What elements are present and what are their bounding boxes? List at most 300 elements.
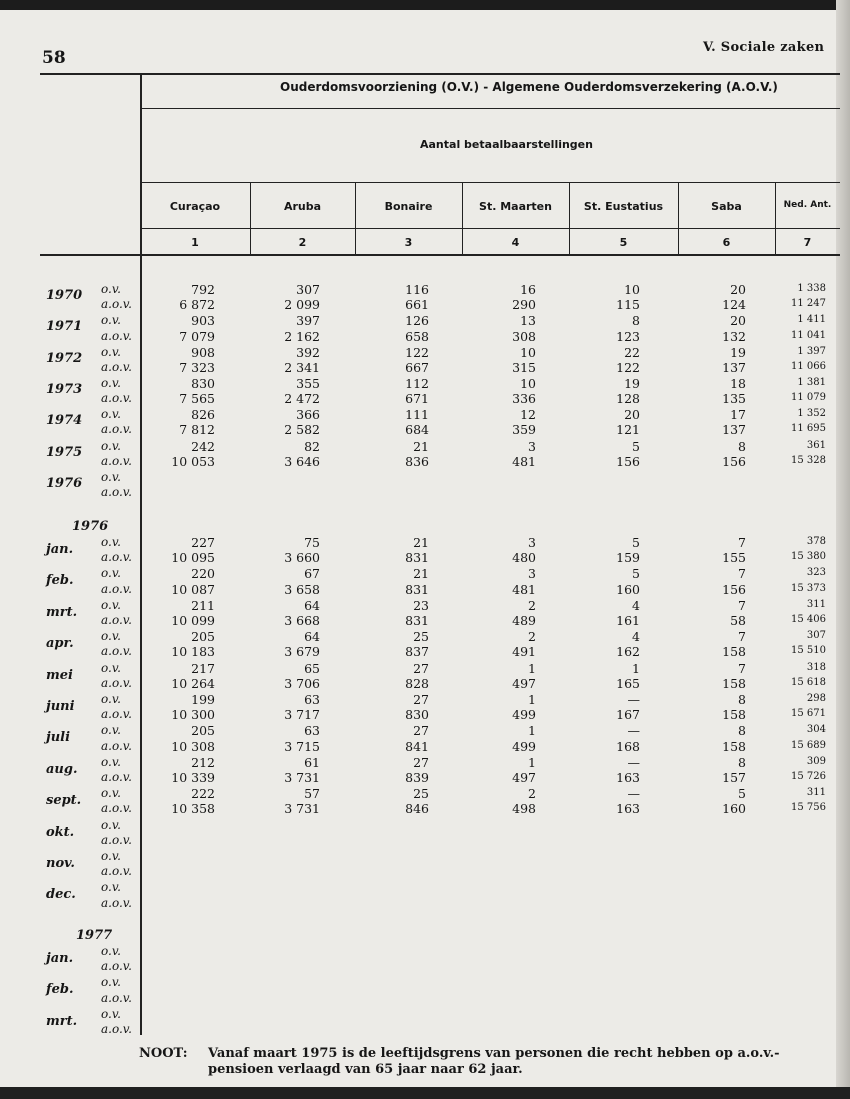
section-year-label: 1976: [72, 519, 109, 534]
table-cell: 830: [191, 375, 215, 391]
table-cell: 10 183: [171, 644, 215, 660]
table-cell: 2: [528, 629, 536, 645]
table-cell: 846: [405, 801, 429, 817]
table-cell: 165: [616, 675, 640, 691]
table-cell: 156: [722, 453, 746, 469]
row-type-aov: a.o.v.: [101, 895, 132, 910]
header-rule-2: [140, 182, 840, 183]
row-label-year: 1972: [46, 350, 83, 366]
table-cell: 11 695: [791, 423, 826, 435]
row-type-aov: a.o.v.: [101, 550, 132, 565]
row-type-aov: a.o.v.: [101, 832, 132, 847]
table-cell: 4: [632, 597, 640, 613]
table-cell: 366: [296, 407, 320, 423]
table-cell: 839: [405, 770, 429, 786]
table-cell: 10 053: [171, 453, 215, 469]
table-cell: 15 726: [791, 771, 826, 783]
row-type-ov: o.v.: [101, 313, 121, 328]
table-cell: 82: [304, 438, 320, 454]
table-cell: 7: [738, 660, 746, 676]
column-header-number: 1: [191, 236, 199, 249]
table-cell: 361: [806, 439, 826, 451]
table-cell: 17: [730, 407, 746, 423]
header-rule-3: [140, 228, 840, 229]
row-type-ov: o.v.: [101, 944, 121, 958]
table-cell: 7: [738, 535, 746, 550]
table-cell: 122: [616, 359, 640, 375]
row-label-year: 1976: [46, 475, 83, 491]
table-cell: 116: [405, 282, 429, 297]
table-cell: 112: [405, 375, 429, 391]
column-header-number: 5: [619, 236, 628, 249]
table-title: Ouderdomsvoorziening (O.V.) - Algemene Ouderdomsverzekering (A.O.V.): [280, 80, 778, 94]
row-type-ov: o.v.: [101, 723, 121, 738]
row-label-year: 1973: [46, 381, 83, 397]
table-cell: 5: [738, 786, 746, 802]
table-cell: 126: [405, 313, 429, 329]
table-cell: 3 679: [284, 644, 320, 660]
table-cell: 220: [191, 566, 215, 582]
row-type-aov: a.o.v.: [101, 738, 132, 753]
section-year-label: 1977: [76, 928, 113, 943]
table-cell: 290: [512, 297, 536, 313]
header-rule-1: [140, 108, 840, 109]
table-cell: 10 308: [171, 738, 215, 754]
row-label-year: 1974: [46, 413, 83, 429]
row-label-month: dec.: [46, 887, 76, 903]
row-type-aov: a.o.v.: [101, 1022, 132, 1037]
table-cell: 3 706: [284, 675, 320, 691]
table-cell: 10: [624, 282, 640, 297]
table-cell: 115: [616, 297, 640, 313]
table-cell: 205: [191, 629, 215, 645]
table-cell: 63: [304, 723, 320, 739]
table-cell: 8: [738, 754, 746, 770]
row-type-aov: a.o.v.: [101, 581, 132, 596]
column-header-name: Ned. Ant.: [783, 200, 832, 210]
table-cell: 16: [520, 282, 536, 297]
table-cell: 3 658: [284, 581, 320, 597]
table-cell: 222: [191, 786, 215, 802]
table-cell: 156: [722, 581, 746, 597]
table-cell: 684: [405, 422, 429, 438]
table-cell: 21: [413, 438, 429, 454]
table-cell: 15 671: [791, 708, 826, 720]
table-cell: 304: [806, 724, 826, 736]
table-cell: 15 373: [791, 582, 826, 594]
table-cell: 160: [616, 581, 640, 597]
row-label-year: 1971: [46, 319, 83, 335]
table-cell: 323: [806, 567, 826, 579]
table-cell: 481: [512, 453, 536, 469]
row-type-aov: a.o.v.: [101, 453, 132, 468]
table-cell: 27: [413, 660, 429, 676]
table-cell: 162: [616, 644, 640, 660]
table-cell: 21: [413, 566, 429, 582]
column-header-number: 4: [511, 236, 520, 249]
table-cell: 20: [730, 282, 746, 297]
table-cell: 4: [632, 629, 640, 645]
table-cell: 497: [512, 770, 536, 786]
table-cell: 3 668: [284, 613, 320, 629]
table-cell: 3 717: [284, 707, 320, 723]
table-cell: 3 731: [284, 770, 320, 786]
row-type-aov: a.o.v.: [101, 707, 132, 722]
table-cell: 158: [722, 707, 746, 723]
table-cell: 15 380: [791, 551, 826, 563]
table-cell: —: [627, 786, 640, 802]
column-divider: [355, 182, 356, 254]
table-cell: 307: [806, 630, 826, 642]
table-cell: 3 715: [284, 738, 320, 754]
row-label-month: mrt.: [46, 604, 78, 620]
scan-bottom-border: [0, 1087, 850, 1099]
column-header-number: 6: [722, 236, 731, 249]
table-cell: 8: [632, 313, 640, 329]
table-cell: 499: [512, 707, 536, 723]
table-cell: 1 411: [797, 314, 826, 326]
table-cell: 831: [405, 581, 429, 597]
table-cell: 397: [296, 313, 320, 329]
row-label-month: mei: [46, 667, 73, 683]
table-cell: 22: [624, 344, 640, 360]
table-cell: 137: [722, 422, 746, 438]
table-cell: 205: [191, 723, 215, 739]
table-cell: 10 095: [171, 550, 215, 566]
table-cell: 156: [616, 453, 640, 469]
column-divider: [775, 182, 776, 254]
table-cell: 1 352: [797, 408, 826, 420]
table-cell: —: [627, 754, 640, 770]
row-type-ov: o.v.: [101, 817, 121, 832]
row-type-ov: o.v.: [101, 660, 121, 675]
table-cell: 1: [528, 723, 536, 739]
column-header-name: Bonaire: [384, 200, 433, 213]
column-header-number: 7: [803, 236, 812, 249]
table-cell: 6 872: [179, 297, 215, 313]
table-cell: 132: [722, 328, 746, 344]
table-cell: 336: [512, 391, 536, 407]
table-cell: 661: [405, 297, 429, 313]
table-cell: 308: [512, 328, 536, 344]
table-cell: 158: [722, 644, 746, 660]
row-label-month: aug.: [46, 761, 78, 777]
row-label-year: 1970: [46, 288, 83, 303]
table-cell: 3: [528, 566, 536, 582]
table-cell: 5: [632, 438, 640, 454]
table-cell: 2: [528, 597, 536, 613]
table-cell: 123: [616, 328, 640, 344]
table-cell: 75: [304, 535, 320, 550]
row-type-ov: o.v.: [101, 566, 121, 581]
table-cell: —: [627, 692, 640, 707]
table-cell: 7: [738, 566, 746, 582]
table-cell: 12: [520, 407, 536, 423]
table-cell: 19: [730, 344, 746, 360]
table-top-rule: [40, 73, 840, 75]
column-header-name: Saba: [711, 200, 742, 213]
table-cell: 7 079: [179, 328, 215, 344]
row-type-aov: a.o.v.: [101, 644, 132, 659]
table-cell: 21: [413, 535, 429, 550]
table-cell: 2 472: [284, 391, 320, 407]
row-type-aov: a.o.v.: [101, 801, 132, 816]
table-cell: 318: [806, 661, 826, 673]
table-cell: 311: [806, 598, 826, 610]
row-type-aov: a.o.v.: [101, 359, 132, 374]
table-cell: 211: [191, 597, 215, 613]
page-number: 58: [42, 48, 66, 68]
table-cell: 25: [413, 629, 429, 645]
column-divider: [678, 182, 679, 254]
row-type-ov: o.v.: [101, 975, 121, 990]
row-label-month: sept.: [46, 793, 82, 809]
table-cell: 199: [191, 692, 215, 707]
table-cell: 212: [191, 754, 215, 770]
row-type-aov: a.o.v.: [101, 297, 132, 312]
table-cell: 7 565: [179, 391, 215, 407]
row-type-ov: o.v.: [101, 469, 121, 484]
table-cell: 359: [512, 422, 536, 438]
table-cell: 498: [512, 801, 536, 817]
table-cell: 158: [722, 738, 746, 754]
table-cell: 10 358: [171, 801, 215, 817]
row-type-aov: a.o.v.: [101, 328, 132, 343]
table-cell: 903: [191, 313, 215, 329]
table-cell: 837: [405, 644, 429, 660]
table-cell: 27: [413, 692, 429, 707]
table-cell: 58: [730, 613, 746, 629]
row-type-ov: o.v.: [101, 849, 121, 863]
table-cell: 378: [806, 536, 826, 547]
row-type-ov: o.v.: [101, 880, 121, 895]
table-cell: 298: [806, 693, 826, 704]
table-cell: 828: [405, 675, 429, 691]
table-cell: 831: [405, 550, 429, 566]
row-type-ov: o.v.: [101, 407, 121, 422]
row-type-ov: o.v.: [101, 375, 121, 390]
table-cell: 64: [304, 597, 320, 613]
table-cell: 392: [296, 344, 320, 360]
table-cell: 242: [191, 438, 215, 454]
row-type-aov: a.o.v.: [101, 613, 132, 628]
table-cell: 355: [296, 375, 320, 391]
column-header-name: Aruba: [283, 200, 322, 213]
row-type-ov: o.v.: [101, 786, 121, 801]
table-cell: 63: [304, 692, 320, 707]
table-cell: 168: [616, 738, 640, 754]
table-cell: 499: [512, 738, 536, 754]
table-left-rule: [140, 73, 142, 1035]
table-cell: 160: [722, 801, 746, 817]
table-cell: 61: [304, 754, 320, 770]
table-cell: 158: [722, 675, 746, 691]
table-cell: 57: [304, 786, 320, 802]
table-cell: 1 397: [797, 345, 826, 357]
table-cell: 20: [730, 313, 746, 329]
table-cell: 309: [806, 755, 826, 767]
row-type-aov: a.o.v.: [101, 990, 132, 1005]
table-cell: 10 300: [171, 707, 215, 723]
column-header-number: 2: [298, 236, 307, 249]
table-cell: 5: [632, 566, 640, 582]
table-cell: 11 066: [791, 360, 826, 372]
table-cell: 64: [304, 629, 320, 645]
table-cell: 167: [616, 707, 640, 723]
table-cell: 1 381: [797, 376, 826, 388]
row-type-aov: a.o.v.: [101, 770, 132, 785]
table-cell: 3 731: [284, 801, 320, 817]
table-cell: 124: [722, 297, 746, 313]
row-type-aov: a.o.v.: [101, 675, 132, 690]
row-label-month: okt.: [46, 824, 75, 840]
table-subtitle: Aantal betaalbaarstellingen: [420, 138, 593, 151]
table-cell: 10 099: [171, 613, 215, 629]
table-cell: 7: [738, 629, 746, 645]
row-type-ov: o.v.: [101, 282, 121, 296]
table-cell: 658: [405, 328, 429, 344]
table-cell: —: [627, 723, 640, 739]
table-cell: 315: [512, 359, 536, 375]
row-label-month: feb.: [46, 573, 74, 589]
table-cell: 121: [616, 422, 640, 438]
column-divider: [462, 182, 463, 254]
table-cell: 841: [405, 738, 429, 754]
table-cell: 155: [722, 550, 746, 566]
table-cell: 18: [730, 375, 746, 391]
table-cell: 11 079: [791, 392, 826, 404]
row-type-aov: a.o.v.: [101, 391, 132, 406]
table-cell: 217: [191, 660, 215, 676]
table-cell: 23: [413, 597, 429, 613]
table-cell: 480: [512, 550, 536, 566]
table-cell: 2 582: [284, 422, 320, 438]
table-cell: 667: [405, 359, 429, 375]
table-cell: 489: [512, 613, 536, 629]
row-type-ov: o.v.: [101, 597, 121, 612]
row-type-ov: o.v.: [101, 535, 121, 549]
row-type-aov: a.o.v.: [101, 959, 132, 974]
table-cell: 10 339: [171, 770, 215, 786]
footnote-text: Vanaf maart 1975 is de leeftijdsgrens van personen die recht hebben op a.o.v.-pensioen verlaagd van 65 jaar naar 62 jaar.: [208, 1046, 780, 1077]
table-cell: 27: [413, 754, 429, 770]
row-type-aov: a.o.v.: [101, 485, 132, 500]
table-cell: 830: [405, 707, 429, 723]
column-header-number: 3: [404, 236, 413, 249]
table-cell: 2: [528, 786, 536, 802]
table-cell: 1: [528, 660, 536, 676]
table-cell: 27: [413, 723, 429, 739]
table-cell: 3 660: [284, 550, 320, 566]
table-cell: 481: [512, 581, 536, 597]
table-cell: 15 406: [791, 614, 826, 626]
column-header-name: St. Maarten: [479, 200, 552, 213]
table-cell: 65: [304, 660, 320, 676]
column-header-name: St. Eustatius: [583, 200, 664, 213]
table-cell: 25: [413, 786, 429, 802]
row-type-ov: o.v.: [101, 438, 121, 453]
table-cell: 161: [616, 613, 640, 629]
column-divider: [569, 182, 570, 254]
table-cell: 831: [405, 613, 429, 629]
table-cell: 908: [191, 344, 215, 360]
table-cell: 8: [738, 723, 746, 739]
table-cell: 157: [722, 770, 746, 786]
footnote-label: NOOT:: [139, 1046, 188, 1061]
table-cell: 7: [738, 597, 746, 613]
row-type-ov: o.v.: [101, 754, 121, 769]
column-header-name: Curaçao: [169, 200, 221, 213]
table-cell: 227: [191, 535, 215, 550]
table-cell: 2 162: [284, 328, 320, 344]
table-cell: 67: [304, 566, 320, 582]
table-cell: 10: [520, 375, 536, 391]
table-cell: 15 756: [791, 802, 826, 814]
running-head: V. Sociale zaken: [703, 40, 825, 55]
row-label-month: jan.: [46, 542, 74, 557]
row-label-year: 1975: [46, 444, 83, 460]
table-cell: 2 341: [284, 359, 320, 375]
row-type-ov: o.v.: [101, 629, 121, 644]
table-cell: 311: [806, 787, 826, 799]
table-cell: 10 087: [171, 581, 215, 597]
table-cell: 11 247: [791, 298, 826, 310]
table-cell: 1: [528, 754, 536, 770]
table-cell: 671: [405, 391, 429, 407]
table-cell: 10: [520, 344, 536, 360]
table-cell: 122: [405, 344, 429, 360]
table-cell: 1 338: [797, 283, 826, 294]
table-cell: 5: [632, 535, 640, 550]
table-cell: 11 041: [791, 329, 826, 341]
table-cell: 10 264: [171, 675, 215, 691]
row-label-month: jan.: [46, 951, 74, 966]
table-cell: 20: [624, 407, 640, 423]
header-rule-bottom: [40, 254, 840, 256]
scan-top-border: [0, 0, 850, 10]
table-cell: 137: [722, 359, 746, 375]
table-cell: 15 328: [791, 454, 826, 466]
table-cell: 19: [624, 375, 640, 391]
table-cell: 836: [405, 453, 429, 469]
table-cell: 1: [632, 660, 640, 676]
table-cell: 128: [616, 391, 640, 407]
table-cell: 826: [191, 407, 215, 423]
row-label-month: juli: [46, 730, 71, 746]
table-cell: 15 618: [791, 676, 826, 688]
table-cell: 15 510: [791, 645, 826, 657]
table-cell: 3: [528, 438, 536, 454]
table-cell: 8: [738, 438, 746, 454]
table-cell: 15 689: [791, 739, 826, 751]
table-cell: 111: [405, 407, 429, 423]
table-cell: 7 323: [179, 359, 215, 375]
scan-right-edge: [836, 0, 850, 1099]
row-type-ov: o.v.: [101, 692, 121, 706]
row-label-month: apr.: [46, 636, 74, 652]
row-label-month: mrt.: [46, 1013, 78, 1029]
row-label-month: feb.: [46, 982, 74, 998]
row-type-aov: a.o.v.: [101, 422, 132, 437]
table-cell: 7 812: [179, 422, 215, 438]
table-cell: 792: [191, 282, 215, 297]
row-label-month: juni: [46, 699, 75, 714]
table-cell: 13: [520, 313, 536, 329]
row-type-ov: o.v.: [101, 1006, 121, 1021]
table-cell: 2 099: [284, 297, 320, 313]
table-cell: 8: [738, 692, 746, 707]
table-cell: 163: [616, 801, 640, 817]
